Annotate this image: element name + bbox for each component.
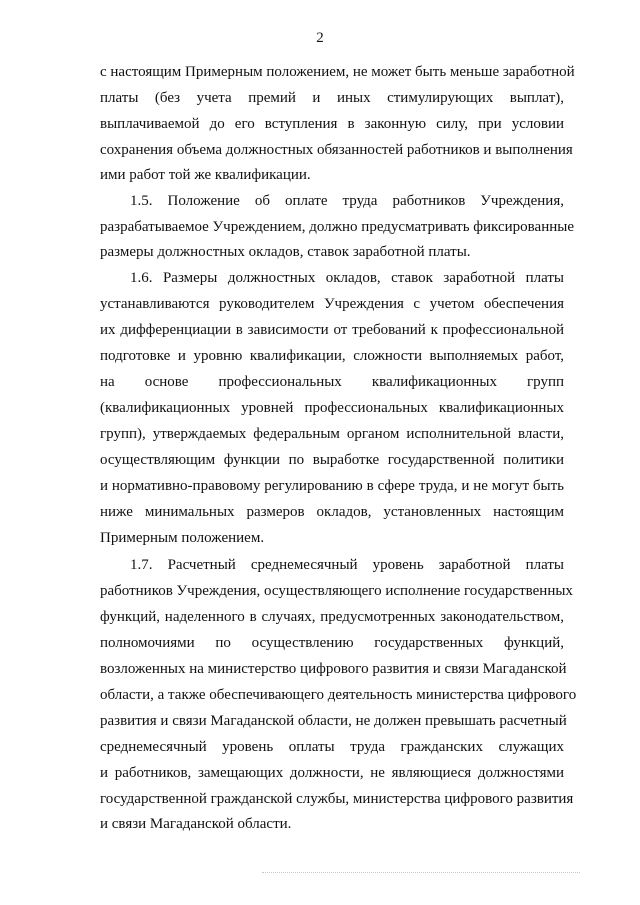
paragraph-1-6-line-1: 1.6. Размеры должностных окладов, ставок заработной платы [130, 270, 564, 286]
paragraph-1-6-line-5: на основе профессиональных квалификационных групп [100, 374, 564, 390]
paragraph-1-line-1: с настоящим Примерным положением, не может быть меньше заработной [100, 64, 575, 80]
paragraph-1-7-line-5: возложенных на министерство цифрового развития и связи Магаданской [100, 661, 567, 677]
paragraph-1-6-line-6: (квалификационных уровней профессиональных квалификационных [100, 400, 564, 416]
paragraph-1-6-line-4: подготовке и уровню квалификации, сложности выполняемых работ, [100, 348, 564, 364]
paragraph-1-6-line-9: и нормативно-правовому регулированию в сфере труда, и не могут быть [100, 478, 564, 494]
paragraph-1-7-line-1: 1.7. Расчетный среднемесячный уровень заработной платы [130, 557, 564, 573]
paragraph-1-5-line-2: разрабатываемое Учреждением, должно предусматривать фиксированные [100, 219, 574, 235]
paragraph-1-6-line-7: групп), утверждаемых федеральным органом исполнительной власти, [100, 426, 564, 442]
scan-edge-line [262, 872, 580, 873]
paragraph-1-5-line-3: размеры должностных окладов, ставок заработной платы. [100, 244, 471, 260]
paragraph-1-7-line-4: полномочиями по осуществлению государственных функций, [100, 635, 564, 651]
paragraph-1-line-2: платы (без учета премий и иных стимулирующих выплат), [100, 90, 564, 106]
paragraph-1-7-line-7: развития и связи Магаданской области, не должен превышать расчетный [100, 713, 567, 729]
paragraph-1-7-line-9: и работников, замещающих должности, не являющиеся должностями [100, 765, 564, 781]
paragraph-1-6-line-2: устанавливаются руководителем Учреждения с учетом обеспечения [100, 296, 564, 312]
paragraph-1-7-line-6: области, а также обеспечивающего деятельность министерства цифрового [100, 687, 577, 703]
paragraph-1-7-line-8: среднемесячный уровень оплаты труда гражданских служащих [100, 739, 564, 755]
paragraph-1-6-line-8: осуществляющим функции по выработке государственной политики [100, 452, 564, 468]
paragraph-1-6-line-11: Примерным положением. [100, 530, 265, 546]
paragraph-1-line-3: выплачиваемой до его вступления в законную силу, при условии [100, 116, 564, 132]
paragraph-1-7-line-10: государственной гражданской службы, министерства цифрового развития [100, 791, 574, 807]
paragraph-1-6-line-10: ниже минимальных размеров окладов, установленных настоящим [100, 504, 564, 520]
page-number: 2 [316, 30, 324, 46]
paragraph-1-5-line-1: 1.5. Положение об оплате труда работников Учреждения, [130, 193, 564, 209]
paragraph-1-6-line-3: их дифференциации в зависимости от требований к профессиональной [100, 322, 564, 338]
paragraph-1-7-line-11: и связи Магаданской области. [100, 816, 292, 832]
paragraph-1-line-5: ими работ той же квалификации. [100, 167, 311, 183]
paragraph-1-7-line-2: работников Учреждения, осуществляющего исполнение государственных [100, 583, 573, 599]
paragraph-1-line-4: сохранения объема должностных обязанностей работников и выполнения [100, 142, 573, 158]
paragraph-1-7-line-3: функций, наделенного в случаях, предусмотренных законодательством, [100, 609, 564, 625]
